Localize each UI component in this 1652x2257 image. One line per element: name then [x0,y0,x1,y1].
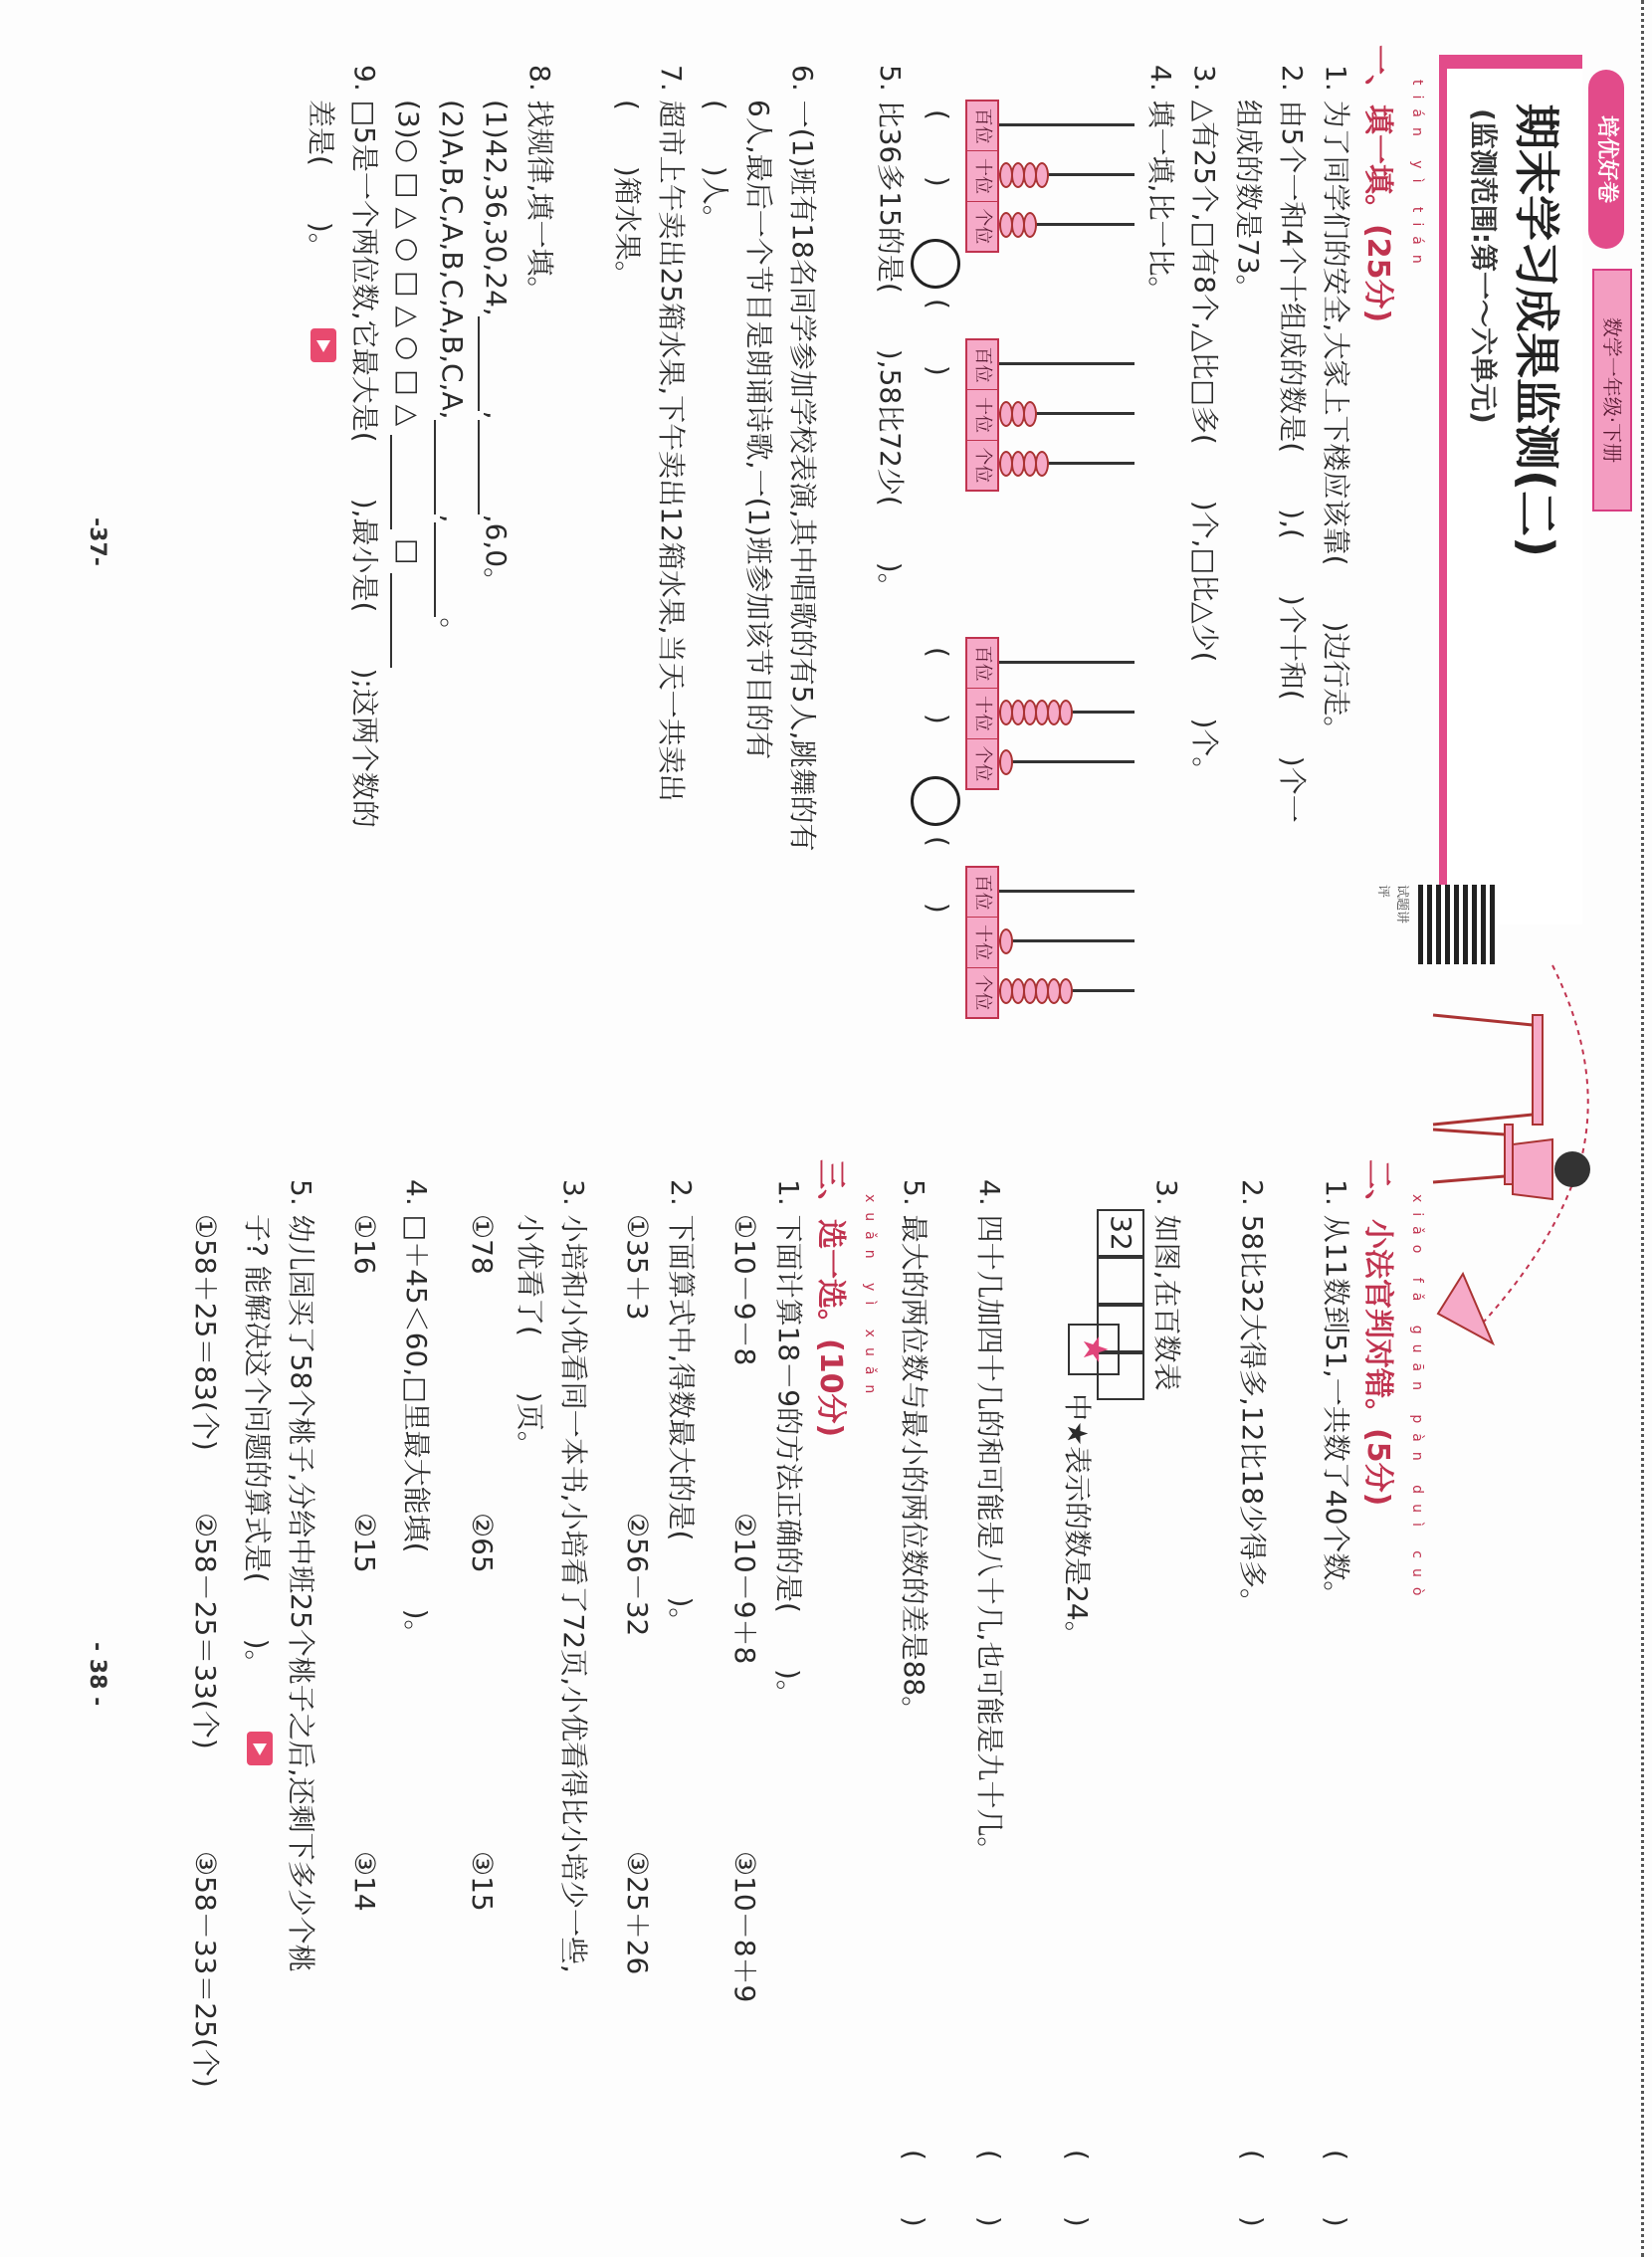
s1-question-8-2 [434,100,470,645]
compare-circle [911,776,960,826]
answer-paren: ( ) [922,647,954,724]
binding-line [1641,0,1644,2257]
s1-question-8: 8. 找规律,填一填。 [523,65,556,305]
answer-blank[interactable] [434,420,462,514]
qr-caption: 试题讲评 [1375,885,1409,924]
abacus-label: 个位 [972,745,993,782]
answer-blank[interactable] [478,420,506,514]
answer-blank[interactable] [390,435,418,529]
answer-blank[interactable] [390,573,418,668]
s1-question-9a: 9. □5是一个两位数,它最大是( ),最小是( );这两个数的 [348,65,381,828]
page-number-left: -37- [85,517,109,566]
judge-paren: ( ) [898,2150,930,2227]
pattern-text: , [480,410,513,420]
s3-option: ②65 [466,1513,499,1573]
page-title: 期末学习成果监测(二) [1510,103,1563,558]
pattern-text: (3)○ □ △ ○ □ △ ○ □ △ [392,100,425,427]
exam-range: (监测范围:第一～六单元) [1467,108,1500,424]
s3-option: ②15 [348,1513,381,1573]
star-icon: ★ [1068,1324,1120,1375]
video-play-icon[interactable] [310,328,336,362]
section1-pinyin: tián yì tián [1409,80,1425,274]
s3-option: ①78 [466,1214,499,1275]
subject-label: 数学一年级·下册 [1592,269,1632,512]
abacus-2 [965,338,1135,488]
s3-option: ③25＋26 [621,1851,654,1975]
pattern-text: , [436,513,469,523]
pattern-text: ,6,0。 [480,513,513,596]
judge-paren: ( ) [1320,2150,1352,2227]
s3-option: ①10－9－8 [728,1214,761,1366]
s1-question-6b: 6人,最后一个节目是朗诵诗歌,一(1)班参加该节目的有 [742,100,775,760]
answer-paren: ( ) [922,836,954,914]
abacus-label: 十位 [967,390,997,440]
s3-option: ①35＋3 [621,1214,654,1321]
student-at-desk-illustration [1413,945,1612,1383]
s3-option: ①16 [348,1214,381,1275]
s3-question-4: 4. □＋45＜60,□里最大能填( )。 [400,1179,433,1648]
s3-question-3b: 小优看了( )页。 [514,1214,546,1459]
s1-question-6c: ( )人。 [699,100,731,233]
s1-question-7a: 7. 超市上午卖出25箱水果,下午卖出12箱水果,当天一共卖出 [655,65,688,802]
brand-badge: 培优好卷 [1588,70,1624,249]
abacus-label: 十位 [967,918,997,967]
s2-question-2: 2. 58比32大得多,12比18少得多。 [1236,1179,1269,1617]
abacus-4 [965,866,1135,1015]
s3-option: ②56－32 [621,1513,654,1637]
answer-paren: ( ) [922,109,954,187]
grid-cell [1097,1257,1144,1305]
abacus-3 [965,637,1135,786]
s3-option: ②58－25＝33(个) [189,1513,222,1749]
s1-question-4: 4. 填一填,比一比。 [1144,65,1177,305]
abacus-label: 个位 [972,974,993,1011]
section2-heading: 二、小法官判对错。(5分) [1360,1159,1395,1507]
abacus-label: 个位 [972,447,993,484]
abacus-label: 百位 [967,102,997,151]
s1-question-7b: ( )箱水果。 [611,100,644,289]
s2-question-3b: 中★表示的数是24。 [1061,1393,1094,1649]
judge-paren: ( ) [973,2150,1006,2227]
s3-option: ②10－9＋8 [728,1513,761,1665]
s1-question-8-1 [478,100,514,595]
video-play-icon[interactable] [247,1732,273,1765]
pattern-text: □ [392,537,425,565]
grid-cell: 32 [1097,1209,1144,1257]
section3-heading: 三、选一选。(10分) [813,1159,848,1438]
s3-question-3a: 3. 小培和小优看同一本书,小培看了72页,小优看得比小培少一些, [557,1179,590,1973]
s1-question-8-3 [390,100,426,668]
abacus-label: 个位 [972,208,993,245]
s1-question-2b: 组成的数是73。 [1232,100,1265,303]
judge-paren: ( ) [1061,2150,1094,2227]
s2-question-3a: 3. 如图,在百数表 [1150,1179,1183,1391]
s3-option: ①58＋25＝83(个) [189,1214,222,1451]
s2-question-5: 5. 最大的两位数与最小的两位数的差是88。 [898,1179,930,1725]
s2-question-1: 1. 从11数到51,一共数了40个数。 [1320,1179,1352,1609]
s1-question-3: 3. △有25个,□有8个,△比□多( )个,□比△少( )个。 [1188,65,1221,785]
section3-pinyin: xuǎn yì xuǎn [862,1194,878,1404]
abacus-label: 百位 [967,868,997,918]
s1-question-2a: 2. 由5个一和4个十组成的数是( ),( )个十和( )个一 [1276,65,1309,823]
section1-heading: 一、填一填。(25分) [1360,45,1395,323]
abacus-1 [965,100,1135,249]
s2-question-4: 4. 四十几加四十几的和可能是八十几,也可能是九十几。 [973,1179,1006,1865]
compare-circle [911,239,960,289]
pattern-text: (2)A,B,C,A,B,C,A,B,C,A, [436,100,469,420]
s3-option: ③58－33＝25(个) [189,1851,222,2088]
page-number-right: - 38 - [85,1642,109,1707]
s3-question-5a: 5. 幼儿园买了58个桃子,分给中班25个桃子之后,还剩下多少个桃 [285,1179,317,1972]
s3-option: ③10－8＋9 [728,1851,761,2003]
abacus-label: 百位 [967,340,997,390]
s3-question-5b: 子? 能解决这个问题的算式是( )。 [241,1214,274,1678]
pattern-text: 。 [436,617,469,646]
abacus-label: 百位 [967,639,997,689]
section2-pinyin: xiǎo fǎ guān pàn duì cuò [1409,1194,1425,1606]
pattern-text: (1)42,36,30,24, [480,100,513,316]
s1-question-1: 1. 为了同学们的安全,大家上下楼应该靠( )边行走。 [1320,65,1352,744]
s1-question-9b: 差是( )。 [305,100,337,261]
s3-question-2: 2. 下面算式中,得数最大的是( )。 [665,1179,698,1636]
abacus-label: 十位 [967,151,997,201]
answer-blank[interactable] [434,522,462,617]
answer-paren: ( ) [922,299,954,376]
s3-option: ③15 [466,1851,499,1912]
s3-option: ③14 [348,1851,381,1912]
s1-question-5: 5. 比36多15的是( ),58比72少( )。 [874,65,907,601]
abacus-label: 十位 [967,689,997,738]
s3-question-1: 1. 下面计算18－9的方法正确的是( )。 [772,1179,805,1708]
s1-question-6a: 6. 一(1)班有18名同学参加学校表演,其中唱歌的有5人,跳舞的有 [786,65,819,852]
answer-blank[interactable] [478,316,506,411]
judge-paren: ( ) [1236,2150,1269,2227]
